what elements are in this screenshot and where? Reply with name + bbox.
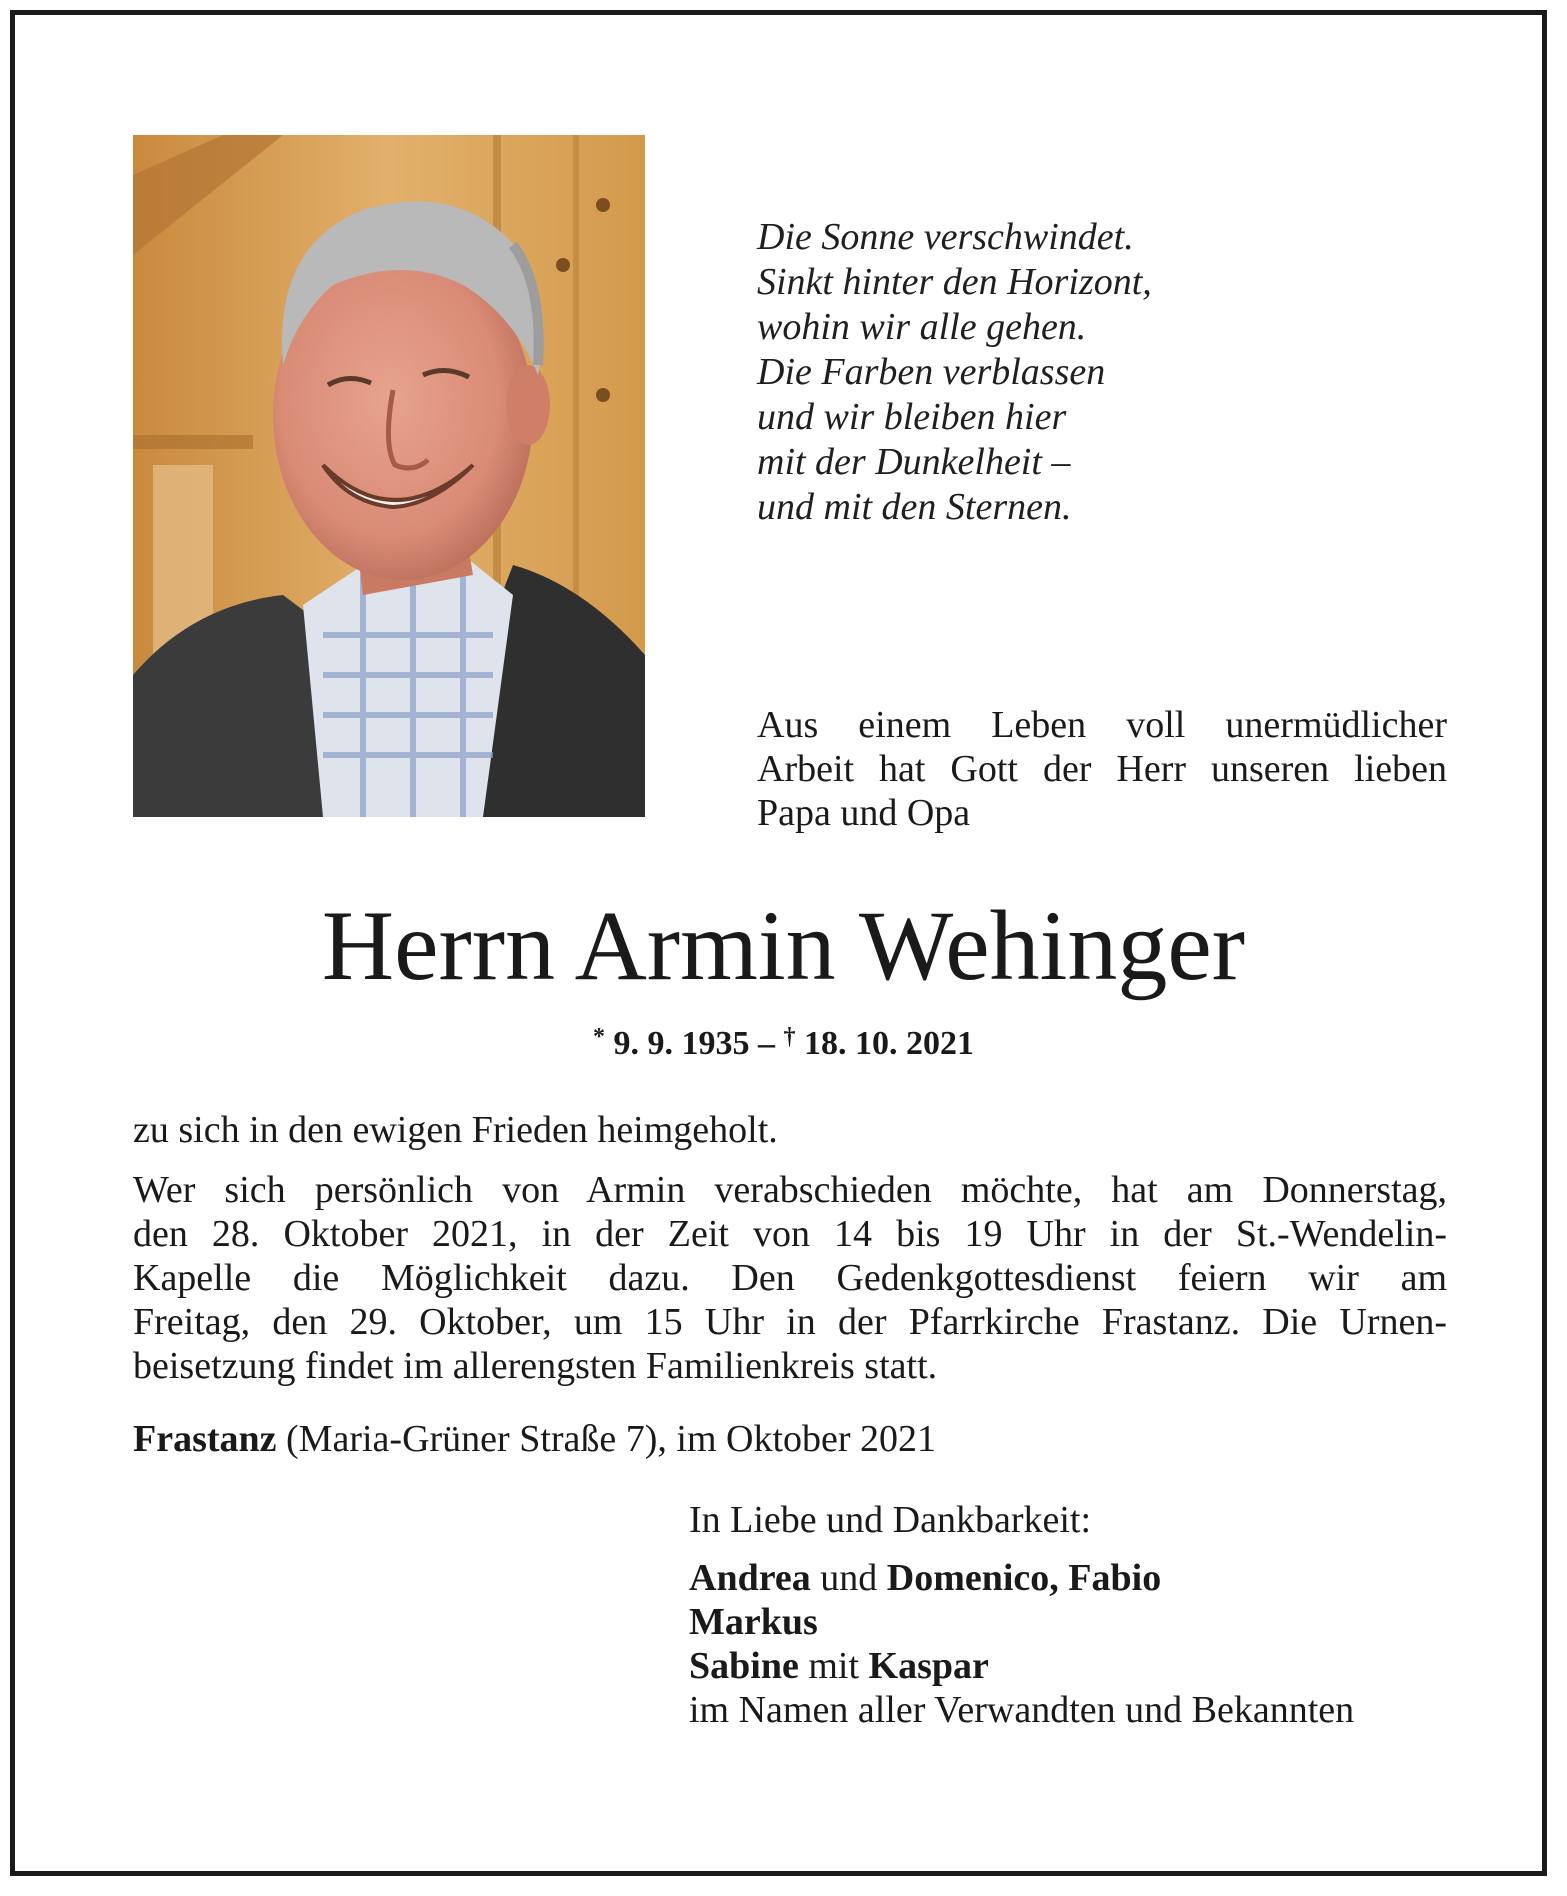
farewell-line: beisetzung findet im allerengsten Familienkreis statt. <box>133 1345 938 1387</box>
intro-text <box>757 703 1447 835</box>
place-date <box>133 1417 1447 1461</box>
deceased-name: Herrn Armin Wehinger <box>321 890 1246 1001</box>
signature-heading: In Liebe und Dankbarkeit: <box>689 1499 1092 1541</box>
mourner-name: Sabine <box>689 1645 799 1687</box>
death-symbol: † <box>783 1024 796 1050</box>
poem-line: und mit den Sternen. <box>757 486 1072 528</box>
intro-line: Arbeit hat Gott der Herr unseren lieben <box>757 748 1447 790</box>
farewell-line: Kapelle die Möglichkeit dazu. Den Gedenkgottesdienst feiern wir am <box>133 1257 1447 1299</box>
poem-line: Sinkt hinter den Horizont, <box>757 261 1152 303</box>
date-separator: – <box>758 1025 775 1062</box>
poem-line: und wir bleiben hier <box>757 396 1067 438</box>
poem-line: Die Sonne verschwindet. <box>757 216 1134 258</box>
portrait-photo <box>133 135 645 817</box>
poem <box>757 215 1152 530</box>
place-town: Frastanz <box>133 1418 277 1460</box>
poem-line: mit der Dunkelheit – <box>757 441 1071 483</box>
farewell-line: den 28. Oktober 2021, in der Zeit von 14 bis 19 Uhr in der St.-Wendelin- <box>133 1213 1447 1255</box>
farewell-text <box>133 1168 1447 1388</box>
poem-line: wohin wir alle gehen. <box>757 306 1087 348</box>
intro-line: Papa und Opa <box>757 792 971 834</box>
connector-text: mit <box>798 1645 869 1687</box>
mourner-name: Markus <box>689 1601 818 1643</box>
mourner-name: Domenico, Fabio <box>886 1557 1162 1599</box>
mourner-name: Andrea <box>689 1557 811 1599</box>
obituary-card <box>10 10 1547 1876</box>
signature-line <box>689 1556 1354 1600</box>
life-dates <box>15 1015 1552 1066</box>
mourner-name: Kaspar <box>868 1645 989 1687</box>
signature-closing: im Namen aller Verwandten und Bekannten <box>689 1689 1355 1731</box>
signature-block <box>689 1498 1354 1732</box>
birth-date: 9. 9. 1935 <box>613 1025 750 1062</box>
place-rest: (Maria-Grüner Straße 7), im Oktober 2021 <box>276 1418 937 1460</box>
poem-line: Die Farben verblassen <box>757 351 1106 393</box>
signature-line <box>689 1644 1354 1688</box>
body-line: zu sich in den ewigen Frieden heimgeholt. <box>133 1109 778 1151</box>
farewell-line: Wer sich persönlich von Armin verabschieden möchte, hat am Donnerstag, <box>133 1169 1447 1211</box>
farewell-line: Freitag, den 29. Oktober, um 15 Uhr in der Pfarrkirche Frastanz. Die Urnen- <box>133 1301 1447 1343</box>
death-date: 18. 10. 2021 <box>804 1025 974 1062</box>
connector-text: und <box>810 1557 887 1599</box>
portrait-image <box>133 135 645 817</box>
intro-line: Aus einem Leben voll unermüdlicher <box>757 704 1447 746</box>
birth-symbol: * <box>593 1024 605 1050</box>
heimgeholt-text <box>133 1108 1447 1152</box>
